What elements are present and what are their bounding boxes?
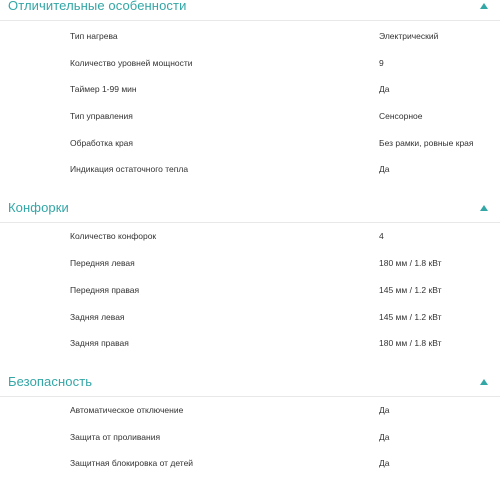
spec-label: Количество конфорок [70,231,157,241]
section-burners [0,202,500,223]
spec-row [0,138,500,154]
spec-value: 180 мм / 1.8 кВт [379,258,442,268]
spec-value: Да [379,458,390,468]
spec-label: Задняя левая [70,312,125,322]
spec-value: 145 мм / 1.2 кВт [379,285,442,295]
section-header-burners[interactable] [0,202,500,223]
spec-row [0,164,500,180]
spec-label: Тип управления [70,111,133,121]
spec-value: 180 мм / 1.8 кВт [379,338,442,348]
spec-value: 145 мм / 1.2 кВт [379,312,442,322]
spec-value: Электрический [379,31,439,41]
spec-row [0,338,500,354]
spec-row [0,84,500,100]
section-header-features[interactable] [0,0,500,21]
spec-label: Количество уровней мощности [70,58,193,68]
spec-value: Да [379,164,390,174]
chevron-up-icon[interactable] [480,205,488,211]
section-title: Конфорки [8,200,69,215]
spec-label: Передняя правая [70,285,140,295]
spec-row [0,458,500,474]
spec-value: Сенсорное [379,111,423,121]
spec-value: 4 [379,231,384,241]
chevron-up-icon[interactable] [480,3,488,9]
spec-row [0,258,500,274]
spec-label: Таймер 1-99 мин [70,84,137,94]
section-title: Отличительные особенности [8,0,187,13]
spec-label: Автоматическое отключение [70,405,184,415]
spec-label: Защитная блокировка от детей [70,458,194,468]
spec-row [0,231,500,247]
spec-row [0,432,500,448]
section-header-safety[interactable] [0,376,500,397]
spec-value: Да [379,84,390,94]
chevron-up-icon[interactable] [480,379,488,385]
section-safety [0,376,500,397]
spec-row [0,31,500,47]
spec-row [0,285,500,301]
spec-row [0,58,500,74]
spec-value: 9 [379,58,384,68]
spec-label: Передняя левая [70,258,135,268]
spec-label: Индикация остаточного тепла [70,164,189,174]
spec-value: Да [379,405,390,415]
spec-value: Да [379,432,390,442]
section-title: Безопасность [8,374,93,389]
section-features [0,0,500,21]
spec-row [0,111,500,127]
spec-row [0,312,500,328]
spec-label: Защита от проливания [70,432,161,442]
spec-label: Тип нагрева [70,31,118,41]
spec-label: Задняя правая [70,338,129,348]
spec-value: Без рамки, ровные края [379,138,474,148]
spec-label: Обработка края [70,138,134,148]
spec-row [0,405,500,421]
